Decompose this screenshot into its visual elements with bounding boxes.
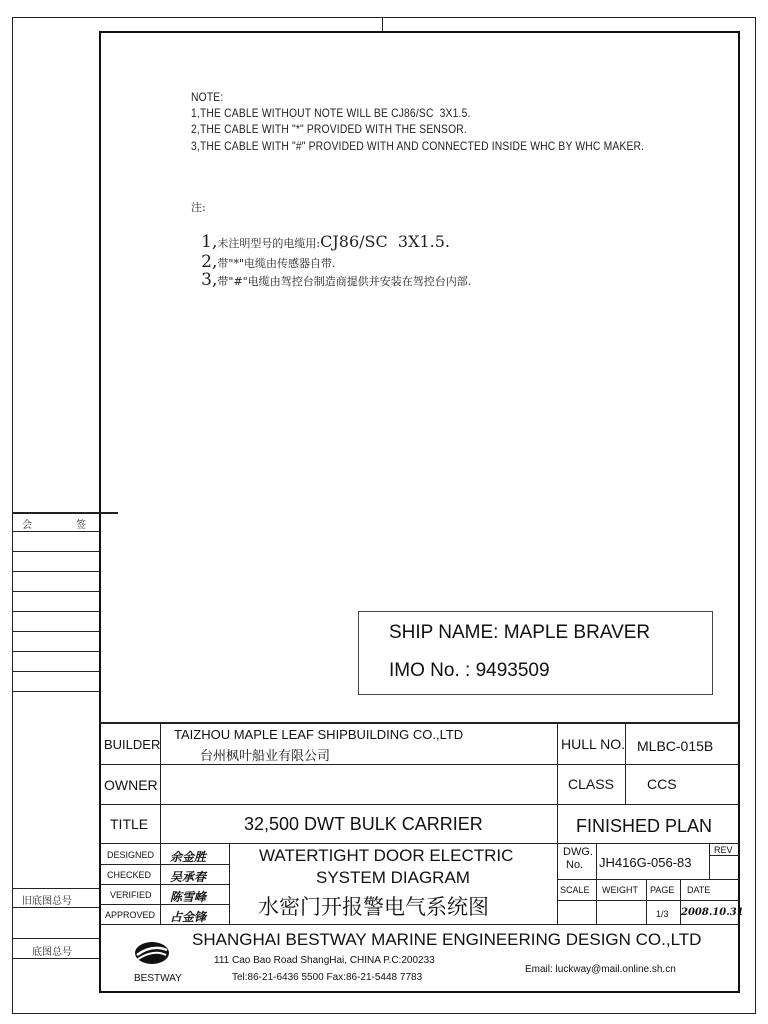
checked-signature: 吴承春 [170, 870, 207, 884]
side-row-line [12, 938, 99, 939]
note-cn-line-2-prefix: 2, [201, 252, 218, 272]
hull-no-value: MLBC-015B [637, 738, 714, 754]
date-value: 2008.10.31 [681, 907, 744, 918]
note-en-line-1: 1,THE CABLE WITHOUT NOTE WILL BE CJ86/SC 3X1.5. [191, 106, 471, 120]
title-value: 32,500 DWT BULK CARRIER [244, 814, 483, 834]
class-value: CCS [647, 776, 677, 792]
drawing-title-cn: 水密门开报警电气系统图 [258, 895, 489, 919]
sig-col-line [160, 843, 161, 924]
verified-label: VERIFIED [110, 890, 152, 900]
side-row-line [12, 651, 99, 652]
side-row-line [12, 611, 99, 612]
title-block-line [557, 924, 740, 925]
note-en-header: NOTE: [191, 90, 224, 104]
company-name: SHANGHAI BESTWAY MARINE ENGINEERING DESIGN CO.,LTD [192, 930, 702, 949]
title-label: TITLE [110, 816, 149, 832]
side-row-line [12, 631, 99, 632]
rev-row-line [709, 855, 740, 856]
bestway-logo-icon [132, 938, 172, 968]
side-row-line [12, 958, 99, 959]
title-block-top-border [99, 722, 740, 724]
owner-label: OWNER [104, 777, 158, 793]
side-table-top [12, 512, 118, 514]
dwg-label-2: No. [566, 859, 584, 871]
note-cn-line-1-text: 未注明型号的电缆用: [217, 237, 321, 250]
rev-label: REV [714, 845, 733, 855]
page-label: PAGE [650, 885, 675, 895]
note-cn-line-3-text: 带"#"电缆由驾控台制造商提供并安装在驾控台内部. [217, 275, 472, 288]
approved-label: APPROVED [105, 910, 156, 920]
ship-name: SHIP NAME: MAPLE BRAVER [389, 622, 651, 643]
side-row-line [12, 531, 99, 532]
side-row-line [12, 691, 99, 692]
note-cn-line-3 [191, 251, 471, 290]
side-row-line [12, 571, 99, 572]
sig-row-line [99, 884, 229, 885]
company-phone: Tel:86-21-6436 5500 Fax:86-21-5448 7783 [232, 972, 423, 983]
note-en-line-3: 3,THE CABLE WITH "#" PROVIDED WITH AND CONNECTED INSIDE WHC BY WHC MAKER. [191, 139, 645, 153]
ship-info-box [358, 611, 713, 695]
right-col-line [625, 722, 626, 804]
dwg-label-1: DWG. [563, 846, 593, 858]
weight-label: WEIGHT [602, 885, 638, 895]
center-mark [382, 17, 383, 31]
hull-no-label: HULL NO. [561, 736, 626, 752]
page-value: 1/3 [656, 909, 669, 919]
sig-row-line [99, 904, 229, 905]
scale-label: SCALE [560, 885, 590, 895]
company-address: 111 Cao Bao Road ShangHai, CHINA P.C:200233 [214, 955, 435, 966]
class-label: CLASS [568, 776, 614, 792]
side-row-line [12, 551, 99, 552]
note-cn-header: 注: [191, 201, 206, 214]
sig-col-line [229, 843, 230, 924]
builder-name-cn: 台州枫叶船业有限公司 [200, 749, 331, 764]
date-label: DATE [687, 885, 711, 895]
dwg-number: JH416G-056-83 [599, 855, 692, 870]
title-block-line [99, 843, 740, 844]
side-row-line [12, 591, 99, 592]
drawing-title-en-2: SYSTEM DIAGRAM [316, 868, 470, 887]
meta-col-line [596, 879, 597, 924]
old-drawing-no-label: 旧底图总号 [22, 896, 72, 907]
note-cn-line-1-prefix: 1, [201, 232, 218, 252]
note-en-line-2: 2,THE CABLE WITH "*" PROVIDED WITH THE SENSOR. [191, 122, 467, 136]
rev-col-line [709, 843, 710, 879]
note-cn-line-1-spec: CJ86/SC 3X1.5. [320, 232, 451, 251]
plan-status: FINISHED PLAN [576, 816, 713, 836]
meta-col-line [646, 879, 647, 924]
imo-number: IMO No. : 9493509 [389, 660, 550, 681]
side-row-line [12, 907, 99, 908]
verified-signature: 陈雪峰 [170, 890, 207, 904]
sig-row-line [99, 864, 229, 865]
note-cn-line-3-prefix: 3, [201, 270, 218, 290]
right-col-line [557, 722, 558, 924]
approved-signature: 占金锋 [170, 910, 207, 924]
countersign-right: 签 [76, 520, 86, 531]
title-block-line [99, 804, 740, 805]
side-row-line [12, 671, 99, 672]
checked-label: CHECKED [107, 870, 152, 880]
title-block-line [99, 764, 740, 765]
side-row-line [12, 888, 99, 889]
designed-signature: 余金胜 [170, 850, 207, 864]
base-drawing-no-label: 底图总号 [32, 947, 72, 958]
dwg-col-line [596, 843, 597, 879]
dwg-row-line [557, 879, 740, 880]
drawing-title-en-1: WATERTIGHT DOOR ELECTRIC [259, 846, 514, 865]
note-cn-line-2-text: 带"*"电缆由传感器自带. [217, 257, 336, 270]
title-block-line [99, 924, 557, 925]
builder-label: BUILDER [104, 737, 161, 752]
logo-text: BESTWAY [134, 973, 182, 984]
builder-name-en: TAIZHOU MAPLE LEAF SHIPBUILDING CO.,LTD [174, 727, 464, 742]
designed-label: DESIGNED [107, 850, 155, 860]
countersign-left: 会 [22, 520, 32, 531]
dwg-row-line [557, 900, 740, 901]
company-email: Email: luckway@mail.online.sh.cn [525, 964, 676, 975]
